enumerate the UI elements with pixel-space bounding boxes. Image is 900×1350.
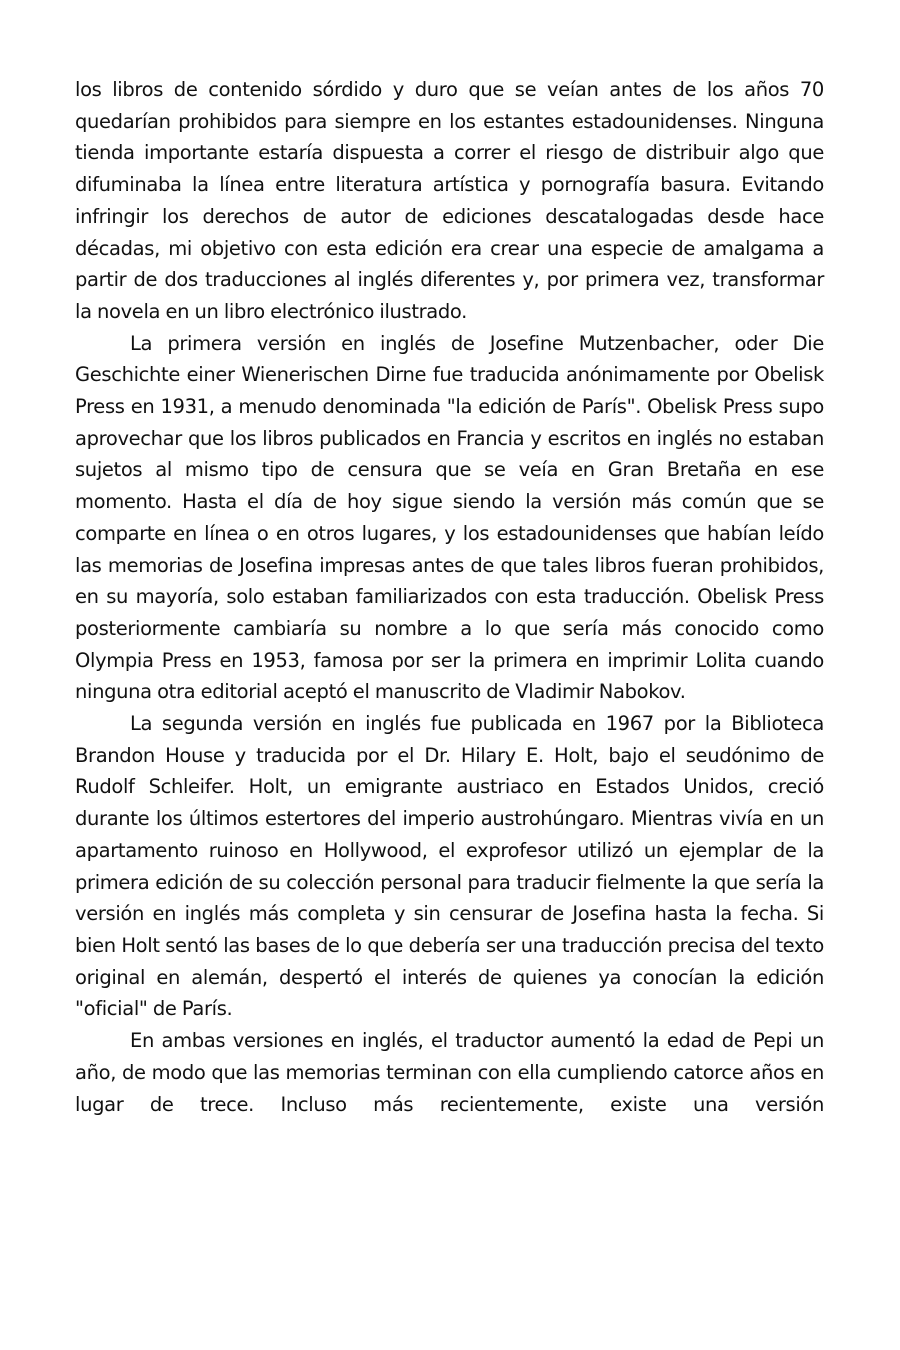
paragraph-first-english-version: La primera versión en inglés de Josefine Mutzenbacher, oder Die Geschichte einer Wienerischen Dirne fue traducida anónimamente por Obelisk Press en 1931, a menudo denominada "la edición de París". Obelisk Press supo aprovechar que los libros publicados en Francia y escritos en inglés no estaban sujetos al mismo tipo de censura que se veía en Gran Bretaña en ese momento. Hasta el día de hoy sigue siendo la versión más común que se comparte en línea o en otros lugares, y los estadounidenses que habían leído las memorias de Josefina impresas antes de que tales libros fueran prohibidos, en su mayoría, solo estaban familiarizados con esta traducción. Obelisk Press posteriormente cambiaría su nombre a lo que sería más conocido como Olympia Press en 1953, famosa por ser la primera en imprimir Lolita cuando ninguna otra editorial aceptó el manuscrito de Vladimir Nabokov. bbox=[75, 331, 824, 704]
paragraph-continuation: los libros de contenido sórdido y duro que se veían antes de los años 70 quedarían prohibidos para siempre en los estantes estadounidenses. Ninguna tienda importante estaría dispuesta a correr el riesgo de distribuir algo que difuminaba la línea entre literatura artística y pornografía basura. Evitando infringir los derechos de autor de ediciones descatalogadas desde hace décadas, mi objetivo con esta edición era crear una especie de amalgama a partir de dos traducciones al inglés diferentes y, por primera vez, transformar la novela en un libro electrónico ilustrado. bbox=[75, 78, 824, 323]
document-page bbox=[75, 74, 824, 1120]
paragraph-second-english-version: La segunda versión en inglés fue publicada en 1967 por la Biblioteca Brandon House y traducida por el Dr. Hilary E. Holt, bajo el seudónimo de Rudolf Schleifer. Holt, un emigrante austriaco en Estados Unidos, creció durante los últimos estertores del imperio austrohúngaro. Mientras vivía en un apartamento ruinoso en Hollywood, el exprofesor utilizó un ejemplar de la primera edición de su colección personal para traducir fielmente la que sería la versión en inglés más completa y sin censurar de Josefina hasta la fecha. Si bien Holt sentó las bases de lo que debería ser una traducción precisa del texto original en alemán, despertó el interés de quienes ya conocían la edición "oficial" de París. bbox=[75, 712, 824, 1021]
paragraph-age-change: En ambas versiones en inglés, el traductor aumentó la edad de Pepi un año, de modo que las memorias terminan con ella cumpliendo catorce años en lugar de trece. Incluso más recientemente, existe una versión bbox=[75, 1029, 824, 1116]
